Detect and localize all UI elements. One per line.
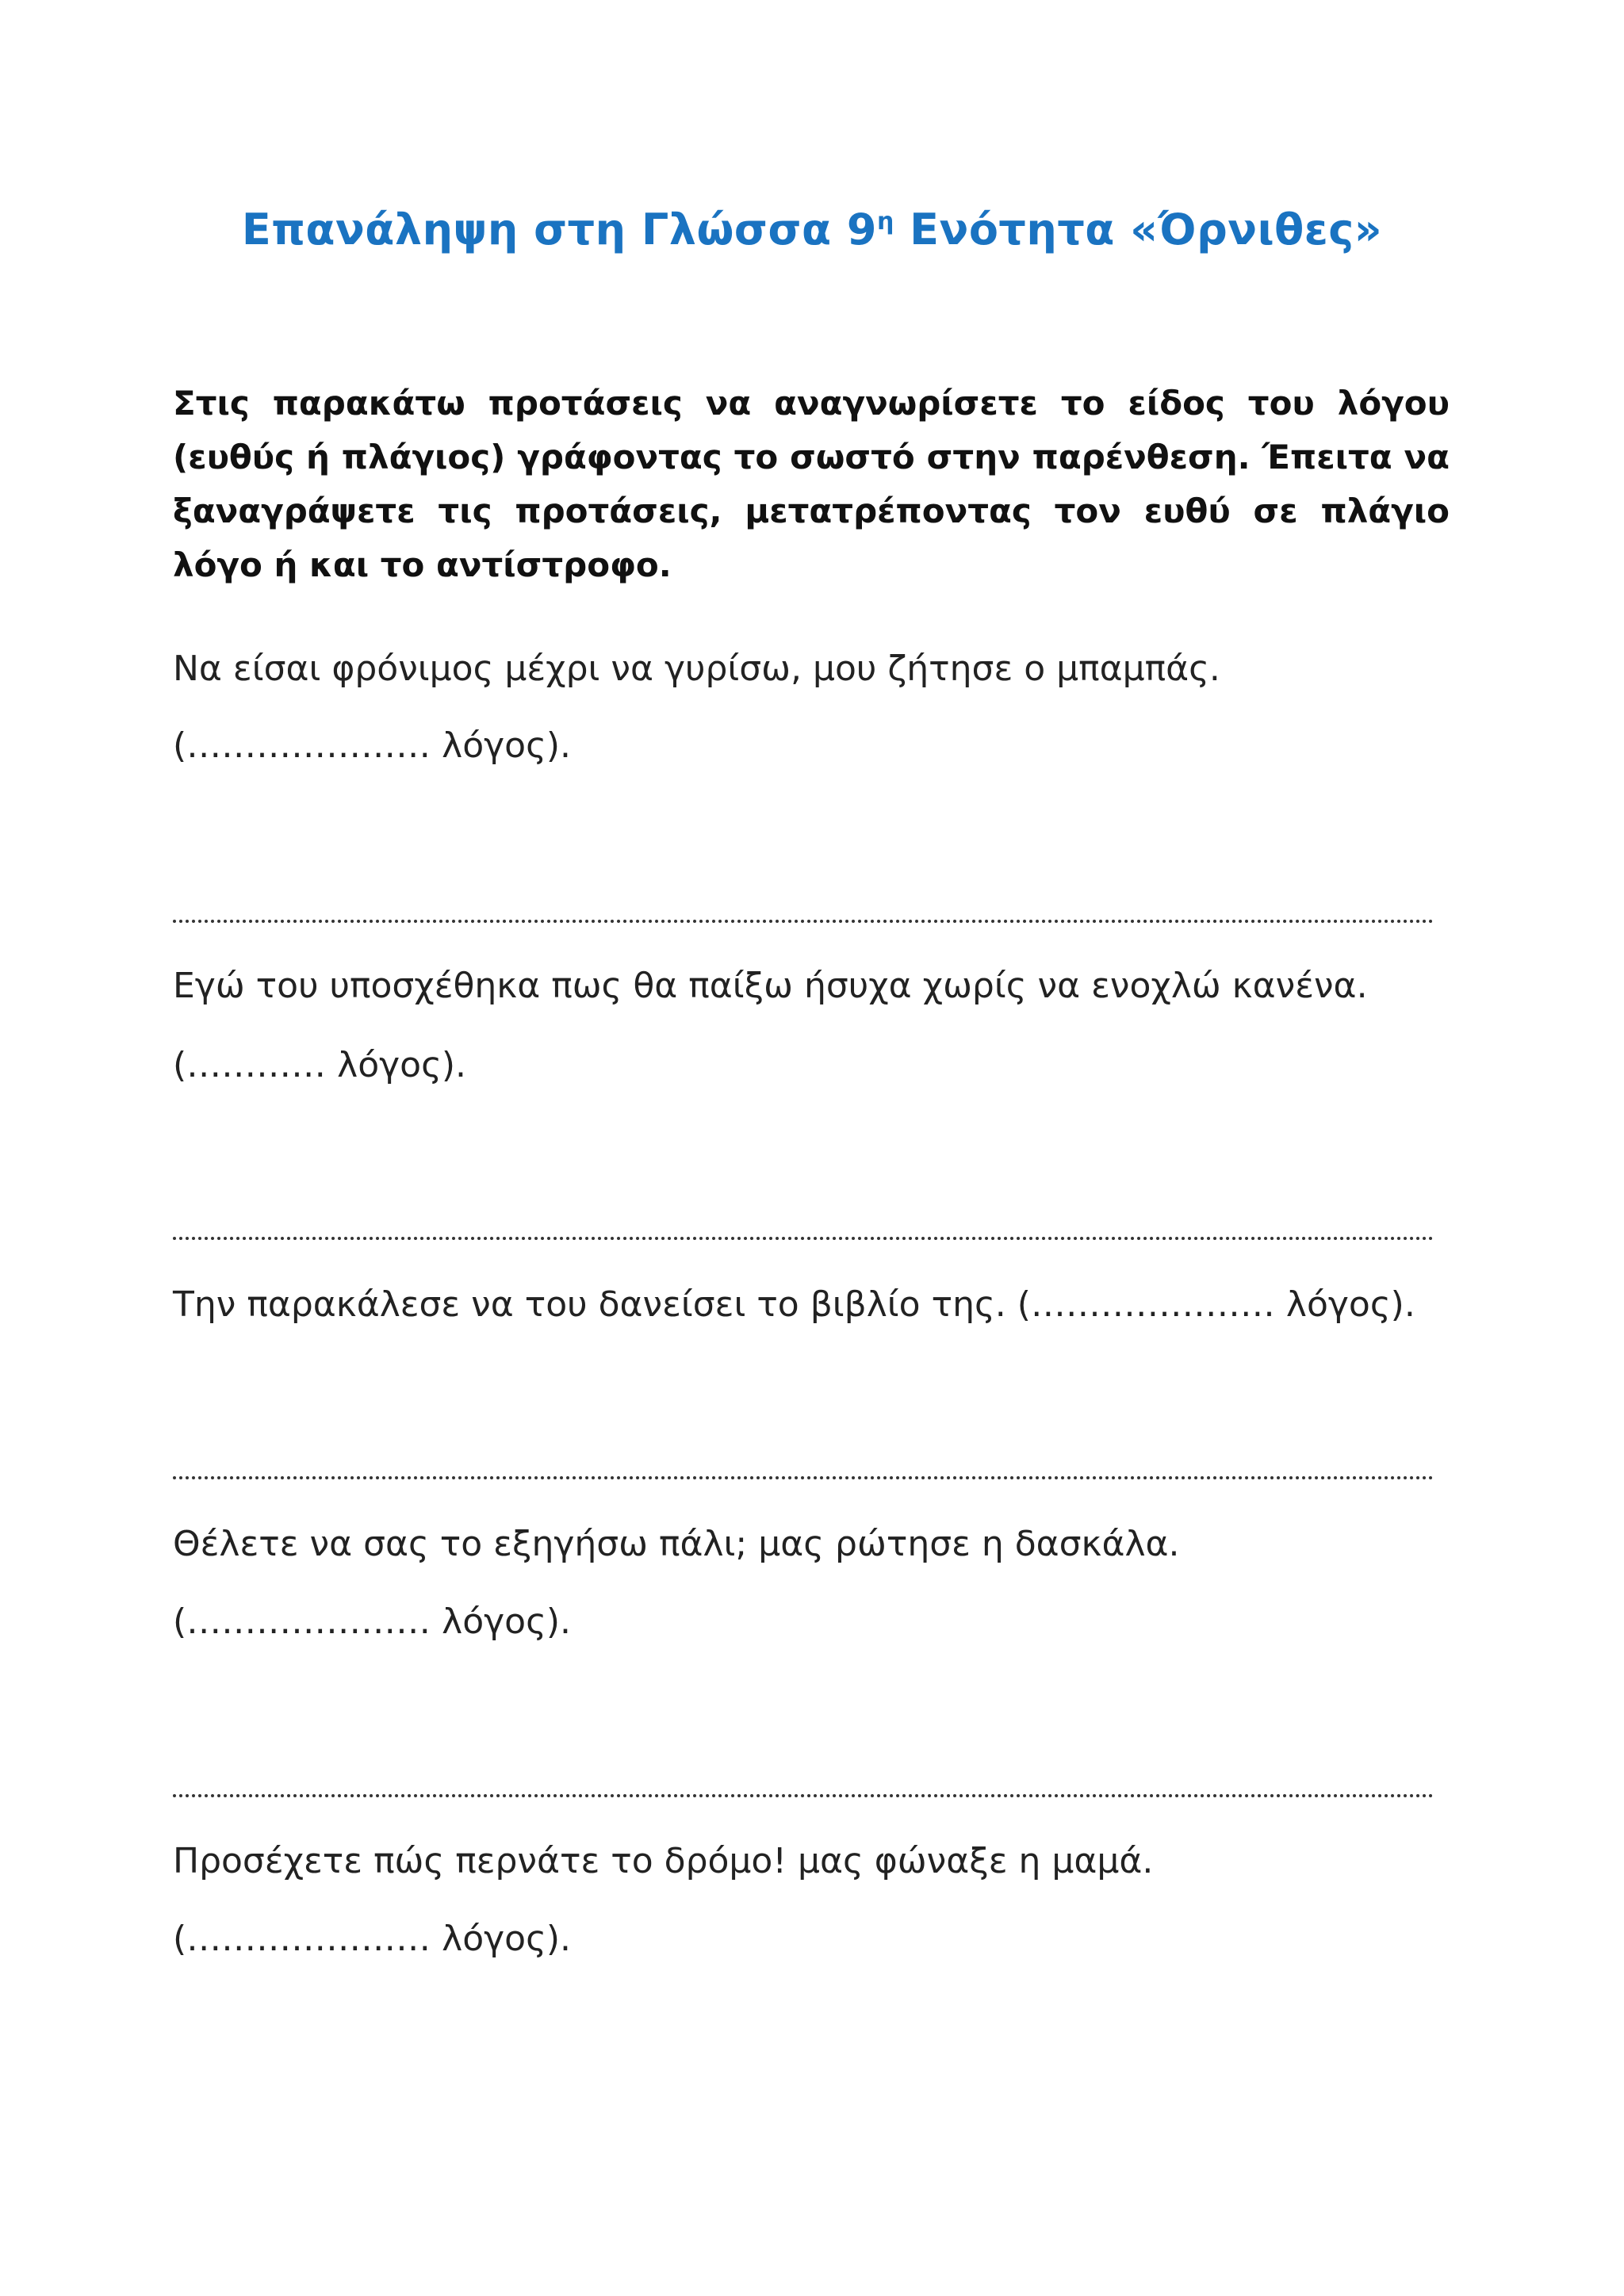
exercise-3-answer-line	[173, 1476, 1434, 1479]
page-title	[0, 205, 1624, 254]
exercise-2-sentence: Εγώ του υποσχέθηκα πως θα παίξω ήσυχα χωρίς να ενοχλώ κανένα.	[173, 966, 1368, 1006]
exercise-2-answer-line	[173, 1237, 1434, 1240]
title-main: Επανάληψη στη Γλώσσα 9	[241, 205, 877, 254]
instructions-paragraph: Στις παρακάτω προτάσεις να αναγνωρίσετε το είδος του λόγου (ευθύς ή πλάγιος) γράφοντας το σωστό στην παρένθεση. Έπειτα να ξαναγράψετε τις προτάσεις, μετατρέποντας τον ευθύ σε πλάγιο λόγο ή και το αντίστροφο.	[173, 384, 1450, 584]
title-superscript: η	[876, 208, 894, 235]
exercise-5-sentence: Προσέχετε πώς περνάτε το δρόμο! μας φώναξε η μαμά.	[173, 1841, 1154, 1881]
exercise-3-sentence: Την παρακάλεσε να του δανείσει το βιβλίο της. (………………… λόγος).	[173, 1284, 1415, 1325]
exercise-1-answer-line	[173, 920, 1434, 923]
exercise-4-sentence: Θέλετε να σας το εξηγήσω πάλι; μας ρώτησε η δασκάλα.	[173, 1524, 1180, 1564]
title-rest: Ενότητα «Όρνιθες»	[894, 205, 1383, 254]
exercise-1-blank: (………………… λόγος).	[173, 725, 572, 766]
exercise-4-answer-line	[173, 1794, 1434, 1797]
exercise-4-blank: (………………… λόγος).	[173, 1601, 572, 1642]
exercise-5-blank: (………………… λόγος).	[173, 1919, 572, 1959]
exercise-1-sentence: Να είσαι φρόνιμος μέχρι να γυρίσω, μου ζήτησε ο μπαμπάς.	[173, 649, 1220, 689]
exercise-2-blank: (………… λόγος).	[173, 1045, 467, 1085]
